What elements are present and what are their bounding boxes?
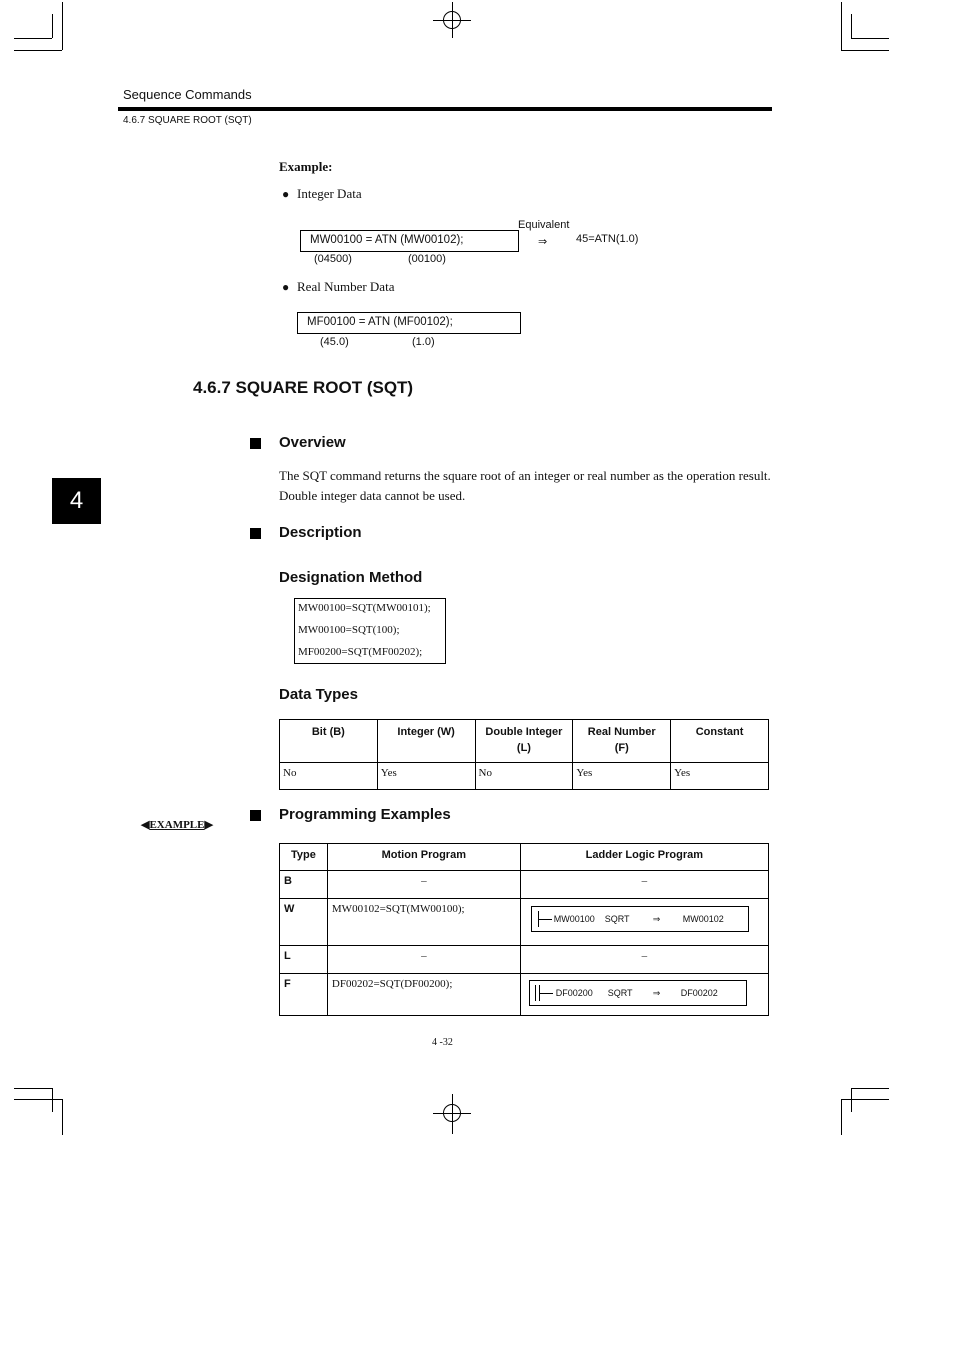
ladder-rung [539,993,553,994]
bullet-dot: ● [282,280,290,294]
arrow-icon: ⇒ [538,236,548,248]
header-real-number: Real Number (F) [573,720,671,763]
data-types-heading: Data Types [279,686,358,703]
motion-cell: – [327,871,520,899]
square-bullet-icon [250,528,261,539]
real-code: MF00100 = ATN (MF00102); [307,316,453,328]
header-integer: Integer (W) [377,720,475,763]
ladder-rung [538,919,552,920]
motion-cell: DF00202=SQT(DF00200); [327,974,520,1016]
arrow-icon: ⇒ [652,914,661,924]
square-bullet-icon [250,438,261,449]
integer-value-right: (00100) [408,253,446,265]
header-bit: Bit (B) [280,720,378,763]
motion-cell: – [327,946,520,974]
ladder-rail [535,985,536,1001]
programming-examples-heading: Programming Examples [279,806,451,823]
table-row [280,974,769,1016]
ladder-output: MW00102 [682,914,724,924]
bullet-dot: ● [282,187,290,201]
designation-box [294,598,446,664]
designation-line: MW00100=SQT(MW00101); [298,602,431,614]
chapter-tab: 4 [52,478,101,524]
integer-code: MW00100 = ATN (MW00102); [310,234,464,246]
right-triangle-icon: ▶ [204,819,213,831]
running-header-title: Sequence Commands [123,87,252,102]
real-code-box [297,312,521,334]
arrow-icon: ⇒ [652,988,661,998]
data-types-table [279,719,769,790]
designation-line: MW00100=SQT(100); [298,624,400,636]
table-cell: Yes [671,763,769,790]
ladder-op: SQRT [607,988,633,998]
example-label: Example: [279,159,333,174]
ladder-cell: – [520,946,768,974]
type-cell: F [280,974,328,1016]
section-title: 4.6.7 SQUARE ROOT (SQT) [193,378,414,397]
integer-value-left: (04500) [314,253,352,265]
table-row [280,871,769,899]
ladder-cell: – [520,871,768,899]
running-header-subtitle: 4.6.7 SQUARE ROOT (SQT) [123,115,252,126]
real-data-label: Real Number Data [297,279,395,294]
overview-text-line2: Double integer data cannot be used. [279,488,466,503]
table-header-row [280,844,769,871]
ladder-diagram [529,980,747,1006]
table-cell: No [280,763,378,790]
table-cell: No [475,763,573,790]
table-cell: Yes [573,763,671,790]
integer-result: 45=ATN(1.0) [576,233,639,245]
table-row [280,899,769,946]
header-constant: Constant [671,720,769,763]
header-double-integer: Double Integer (L) [475,720,573,763]
header-motion-program: Motion Program [327,844,520,871]
ladder-diagram [531,906,749,932]
table-cell: Yes [377,763,475,790]
integer-data-label: Integer Data [297,186,362,201]
type-cell: W [280,899,328,946]
description-heading: Description [279,524,362,541]
ladder-input: MW00100 [553,914,595,924]
table-row [280,763,769,790]
motion-cell: MW00102=SQT(MW00100); [327,899,520,946]
ladder-input: DF00200 [555,988,593,998]
ladder-cell [520,974,768,1016]
type-cell: B [280,871,328,899]
integer-code-box [300,230,519,252]
equivalent-label: Equivalent [518,219,570,231]
real-value-right: (1.0) [412,336,435,348]
ladder-op: SQRT [604,914,630,924]
header-rule [118,107,772,111]
ladder-output: DF00202 [680,988,718,998]
overview-text-line1: The SQT command returns the square root of an integer or real number as the operation result. [279,468,771,483]
table-row [280,946,769,974]
example-marker: ◀EXAMPLE▶ [141,819,213,831]
type-cell: L [280,946,328,974]
programming-examples-table [279,843,769,1016]
ladder-cell [520,899,768,946]
header-ladder-program: Ladder Logic Program [520,844,768,871]
left-triangle-icon: ◀ [141,819,150,831]
designation-heading: Designation Method [279,569,423,586]
square-bullet-icon [250,810,261,821]
page-number: 4 -32 [432,1037,453,1048]
designation-line: MF00200=SQT(MF00202); [298,646,423,658]
table-header-row [280,720,769,763]
real-value-left: (45.0) [320,336,349,348]
header-type: Type [280,844,328,871]
overview-heading: Overview [279,434,346,451]
